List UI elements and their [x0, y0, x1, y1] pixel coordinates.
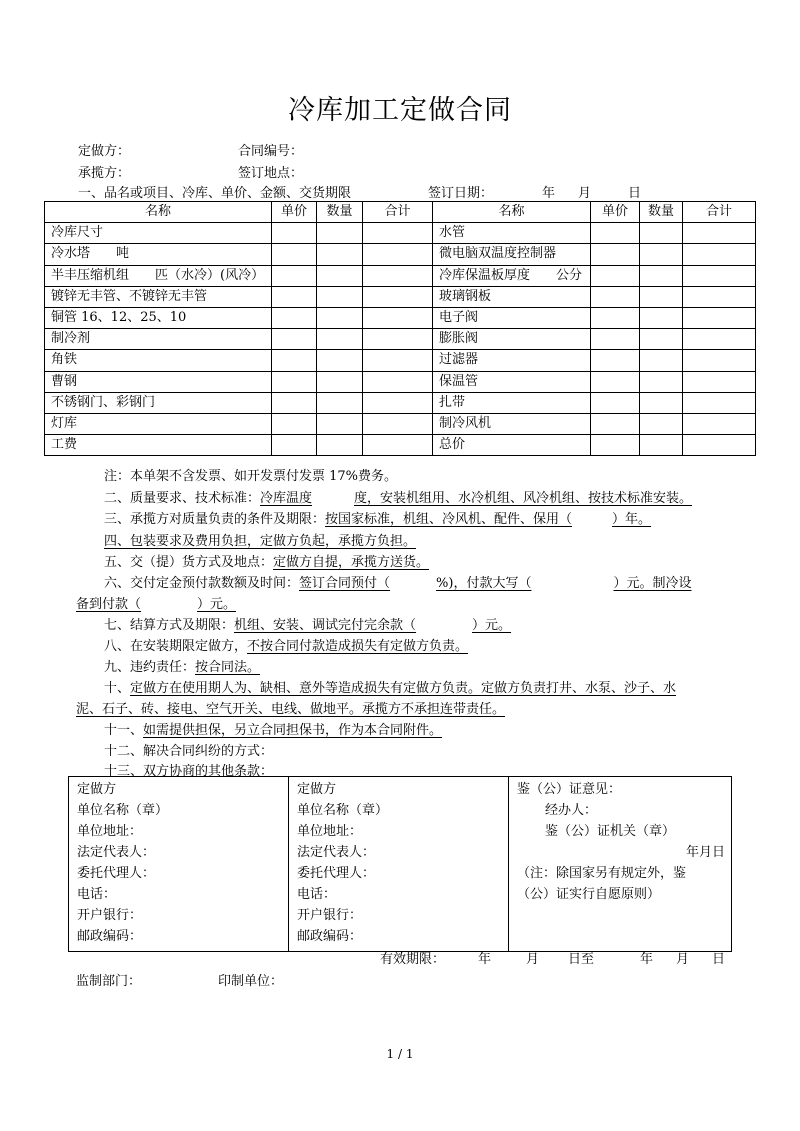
- validity-to: 日至: [568, 952, 595, 967]
- item-name-left: 灯库: [45, 413, 272, 434]
- table-row: [45, 329, 756, 350]
- validity-month-2: 月: [676, 952, 690, 967]
- party-b-agent: 委托代理人：: [297, 866, 376, 881]
- empty-cell: [272, 435, 317, 456]
- empty-cell: [591, 413, 640, 434]
- empty-cell: [317, 329, 363, 350]
- table-row: [45, 286, 756, 307]
- empty-cell: [363, 307, 433, 328]
- clause-3-label: 三、承揽方对质量负责的条件及期限：: [104, 512, 326, 527]
- notary-note-line2: （公）证实行自愿原则）: [517, 887, 661, 902]
- empty-cell: [591, 435, 640, 456]
- item-name-right: 过滤器: [433, 350, 591, 371]
- clause-6-text: 签订合同预付（ %)，付款大写（ ）元。制冷设: [299, 576, 692, 591]
- empty-cell: [363, 286, 433, 307]
- notary-block: [509, 777, 732, 952]
- empty-cell: [272, 244, 317, 265]
- empty-cell: [640, 329, 683, 350]
- supervisor-label: 监制部门：: [76, 974, 142, 989]
- empty-cell: [317, 413, 363, 434]
- clause-8-label: 八、在安装期限定做方，: [104, 639, 248, 654]
- items-table: [44, 201, 756, 456]
- empty-cell: [272, 350, 317, 371]
- header-name-right: 名称: [433, 202, 591, 223]
- validity-month-1: 月: [526, 952, 540, 967]
- empty-cell: [591, 265, 640, 286]
- sign-date-day: 日: [628, 186, 642, 201]
- validity-day-2: 日: [712, 952, 726, 967]
- empty-cell: [640, 223, 683, 244]
- empty-cell: [272, 392, 317, 413]
- clause-3: [104, 508, 651, 527]
- empty-cell: [317, 392, 363, 413]
- table-row: [45, 244, 756, 265]
- clause-3-text: 按国家标准，机组、冷风机、配件、保用（ ）年。: [325, 512, 652, 527]
- section1-heading: 一、品名或项目、冷库、单价、金额、交货期限: [78, 186, 352, 201]
- party-a-postcode: 邮政编码：: [77, 929, 143, 944]
- empty-cell: [363, 435, 433, 456]
- empty-cell: [363, 244, 433, 265]
- empty-cell: [272, 223, 317, 244]
- empty-cell: [272, 286, 317, 307]
- table-row: [45, 413, 756, 434]
- item-name-left: 工费: [45, 435, 272, 456]
- clause-5-label: 五、交（提）货方式及地点：: [104, 555, 274, 570]
- party-b-legal-rep: 法定代表人：: [297, 845, 376, 860]
- party-b-bank: 开户银行：: [297, 908, 363, 923]
- empty-cell: [272, 371, 317, 392]
- clause-2: [104, 487, 692, 506]
- item-name-left: 半丰压缩机组 匹（水冷）(风冷）: [45, 265, 272, 286]
- party-a-phone: 电话：: [77, 887, 117, 902]
- clause-9-text: 按合同法。: [195, 660, 261, 675]
- party-b-unit-name: 单位名称（章）: [297, 803, 389, 818]
- table-row: [45, 435, 756, 456]
- item-name-right: 电子阀: [433, 307, 591, 328]
- party-a-title: 定做方: [77, 782, 117, 797]
- item-name-left: 制冷剂: [45, 329, 272, 350]
- empty-cell: [363, 350, 433, 371]
- clause-7-text: 机组、安装、调试完付完余款（ ）元。: [234, 618, 512, 633]
- empty-cell: [640, 435, 683, 456]
- clause-12: 十二、解决合同纠纷的方式：: [104, 744, 274, 759]
- clause-6-label: 六、交付定金预付款数额及时间：: [104, 576, 300, 591]
- empty-cell: [363, 392, 433, 413]
- notary-office: 鉴（公）证机关（章）: [545, 824, 676, 839]
- clause-7-label: 七、结算方式及期限：: [104, 618, 235, 633]
- item-name-left: 不锈钢门、彩钢门: [45, 392, 272, 413]
- empty-cell: [683, 244, 756, 265]
- party-a-legal-rep: 法定代表人：: [77, 845, 156, 860]
- empty-cell: [640, 350, 683, 371]
- empty-cell: [363, 329, 433, 350]
- empty-cell: [640, 286, 683, 307]
- empty-cell: [683, 350, 756, 371]
- item-name-right: 膨胀阀: [433, 329, 591, 350]
- clause-6: [104, 572, 691, 591]
- empty-cell: [363, 265, 433, 286]
- item-name-right: 水管: [433, 223, 591, 244]
- table-row: [45, 371, 756, 392]
- printer-label: 印制单位：: [218, 974, 284, 989]
- empty-cell: [640, 371, 683, 392]
- empty-cell: [317, 244, 363, 265]
- table-row: [45, 223, 756, 244]
- sign-date-label: 签订日期：: [428, 186, 494, 201]
- empty-cell: [363, 223, 433, 244]
- table-header-row: [45, 202, 756, 223]
- empty-cell: [683, 329, 756, 350]
- empty-cell: [683, 392, 756, 413]
- contractor-label: 承揽方：: [78, 166, 131, 181]
- item-name-left: 冷库尺寸: [45, 223, 272, 244]
- header-name-left: 名称: [45, 202, 272, 223]
- ordering-party-label: 定做方：: [78, 144, 131, 159]
- clause-9: [104, 656, 260, 675]
- empty-cell: [683, 307, 756, 328]
- empty-cell: [683, 286, 756, 307]
- empty-cell: [683, 413, 756, 434]
- clause-4: [104, 530, 416, 549]
- header-price-left: 单价: [272, 202, 317, 223]
- clause-11-label: 十一、: [104, 723, 144, 738]
- empty-cell: [640, 413, 683, 434]
- validity-year-2: 年: [640, 952, 654, 967]
- empty-cell: [317, 286, 363, 307]
- empty-cell: [317, 350, 363, 371]
- header-qty-right: 数量: [640, 202, 683, 223]
- header-price-right: 单价: [591, 202, 640, 223]
- clause-6-continued: 备到付款（ ）元。: [76, 597, 237, 612]
- party-b-title: 定做方: [297, 782, 337, 797]
- notary-date: 年月日: [685, 845, 725, 860]
- table-row: [45, 265, 756, 286]
- party-a-block: [69, 777, 289, 952]
- clause-11-text: 如需提供担保，另立合同担保书，作为本合同附件。: [143, 723, 443, 738]
- sign-place-label: 签订地点：: [238, 166, 304, 181]
- empty-cell: [591, 244, 640, 265]
- party-a-bank: 开户银行：: [77, 908, 143, 923]
- item-name-right: 制冷风机: [433, 413, 591, 434]
- clause-10-text-a: 定做方在使用期人为、缺相、意外等造成损失有定做方负责。定做方负责打井、水泵、沙子、水: [130, 681, 677, 696]
- clause-8: [104, 635, 468, 654]
- clause-10-continued: [76, 698, 505, 717]
- empty-cell: [317, 371, 363, 392]
- clause-10: [104, 677, 676, 696]
- empty-cell: [683, 223, 756, 244]
- empty-cell: [317, 223, 363, 244]
- clause-10-text-b: 泥、石子、砖、接电、空气开关、电线、做地平。承揽方不承担连带责任。: [76, 702, 506, 717]
- notary-title: 鉴（公）证意见：: [517, 782, 622, 797]
- header-total-left: 合计: [363, 202, 433, 223]
- clause-9-label: 九、违约责任：: [104, 660, 196, 675]
- empty-cell: [591, 329, 640, 350]
- clause-4-text: 四、包装要求及费用负担，定做方负起，承揽方负担。: [104, 534, 417, 549]
- empty-cell: [640, 265, 683, 286]
- validity-year-1: 年: [478, 952, 492, 967]
- party-a-unit-name: 单位名称（章）: [77, 803, 169, 818]
- clause-10-label: 十、: [104, 681, 131, 696]
- item-name-left: 曹钢: [45, 371, 272, 392]
- table-row: [45, 392, 756, 413]
- item-name-right: 保温管: [433, 371, 591, 392]
- item-name-left: 镀锌无丰管、不镀锌无丰管: [45, 286, 272, 307]
- signature-table: [68, 776, 732, 952]
- empty-cell: [272, 413, 317, 434]
- empty-cell: [363, 413, 433, 434]
- item-name-right: 微电脑双温度控制器: [433, 244, 591, 265]
- party-b-block: [289, 777, 509, 952]
- empty-cell: [317, 265, 363, 286]
- party-b-address: 单位地址：: [297, 824, 363, 839]
- sign-date-month: 月: [578, 186, 592, 201]
- empty-cell: [591, 307, 640, 328]
- item-name-right: 玻璃钢板: [433, 286, 591, 307]
- clause-5-text: 定做方自提，承揽方送货。: [273, 555, 430, 570]
- header-total-right: 合计: [683, 202, 756, 223]
- notary-handler: 经办人：: [545, 803, 598, 818]
- table-row: [45, 350, 756, 371]
- page-number: 1 / 1: [386, 1047, 414, 1061]
- sign-date-year: 年: [542, 186, 556, 201]
- empty-cell: [272, 265, 317, 286]
- item-name-left: 冷水塔 吨: [45, 244, 272, 265]
- clause-5: [104, 551, 429, 570]
- contract-title: 冷库加工定做合同: [288, 95, 512, 126]
- party-a-address: 单位地址：: [77, 824, 143, 839]
- item-name-left: 角铁: [45, 350, 272, 371]
- item-name-right: 总价: [433, 435, 591, 456]
- empty-cell: [591, 350, 640, 371]
- empty-cell: [317, 435, 363, 456]
- clause-2-temp: 冷库温度 度，安装机组用、水冷机组、风冷机组、按技术标准安装。: [260, 491, 693, 506]
- clause-11: [104, 719, 442, 738]
- empty-cell: [640, 307, 683, 328]
- item-name-right: 冷库保温板厚度 公分: [433, 265, 591, 286]
- clause-8-text: 不按合同付款造成损失有定做方负责。: [247, 639, 469, 654]
- empty-cell: [591, 392, 640, 413]
- clause-13: 十三、双方协商的其他条款：: [104, 764, 274, 779]
- empty-cell: [591, 371, 640, 392]
- empty-cell: [683, 371, 756, 392]
- note-line: 注：本单架不含发票、如开发票付发票 17%费务。: [104, 469, 398, 484]
- item-name-right: 扎带: [433, 392, 591, 413]
- empty-cell: [683, 265, 756, 286]
- empty-cell: [317, 307, 363, 328]
- party-b-phone: 电话：: [297, 887, 337, 902]
- empty-cell: [591, 286, 640, 307]
- empty-cell: [272, 307, 317, 328]
- empty-cell: [272, 329, 317, 350]
- item-name-left: 铜管 16、12、25、10: [45, 307, 272, 328]
- empty-cell: [683, 435, 756, 456]
- party-a-agent: 委托代理人：: [77, 866, 156, 881]
- empty-cell: [640, 244, 683, 265]
- clause-7: [104, 614, 511, 633]
- party-b-postcode: 邮政编码：: [297, 929, 363, 944]
- validity-label: 有效期限：: [380, 952, 446, 967]
- empty-cell: [363, 371, 433, 392]
- header-qty-left: 数量: [317, 202, 363, 223]
- contract-number-label: 合同编号：: [238, 144, 304, 159]
- table-row: [45, 307, 756, 328]
- empty-cell: [591, 223, 640, 244]
- notary-note-line1: （注：除国家另有规定外，鉴: [517, 866, 687, 881]
- clause-2-label: 二、质量要求、技术标准：: [104, 491, 261, 506]
- empty-cell: [640, 392, 683, 413]
